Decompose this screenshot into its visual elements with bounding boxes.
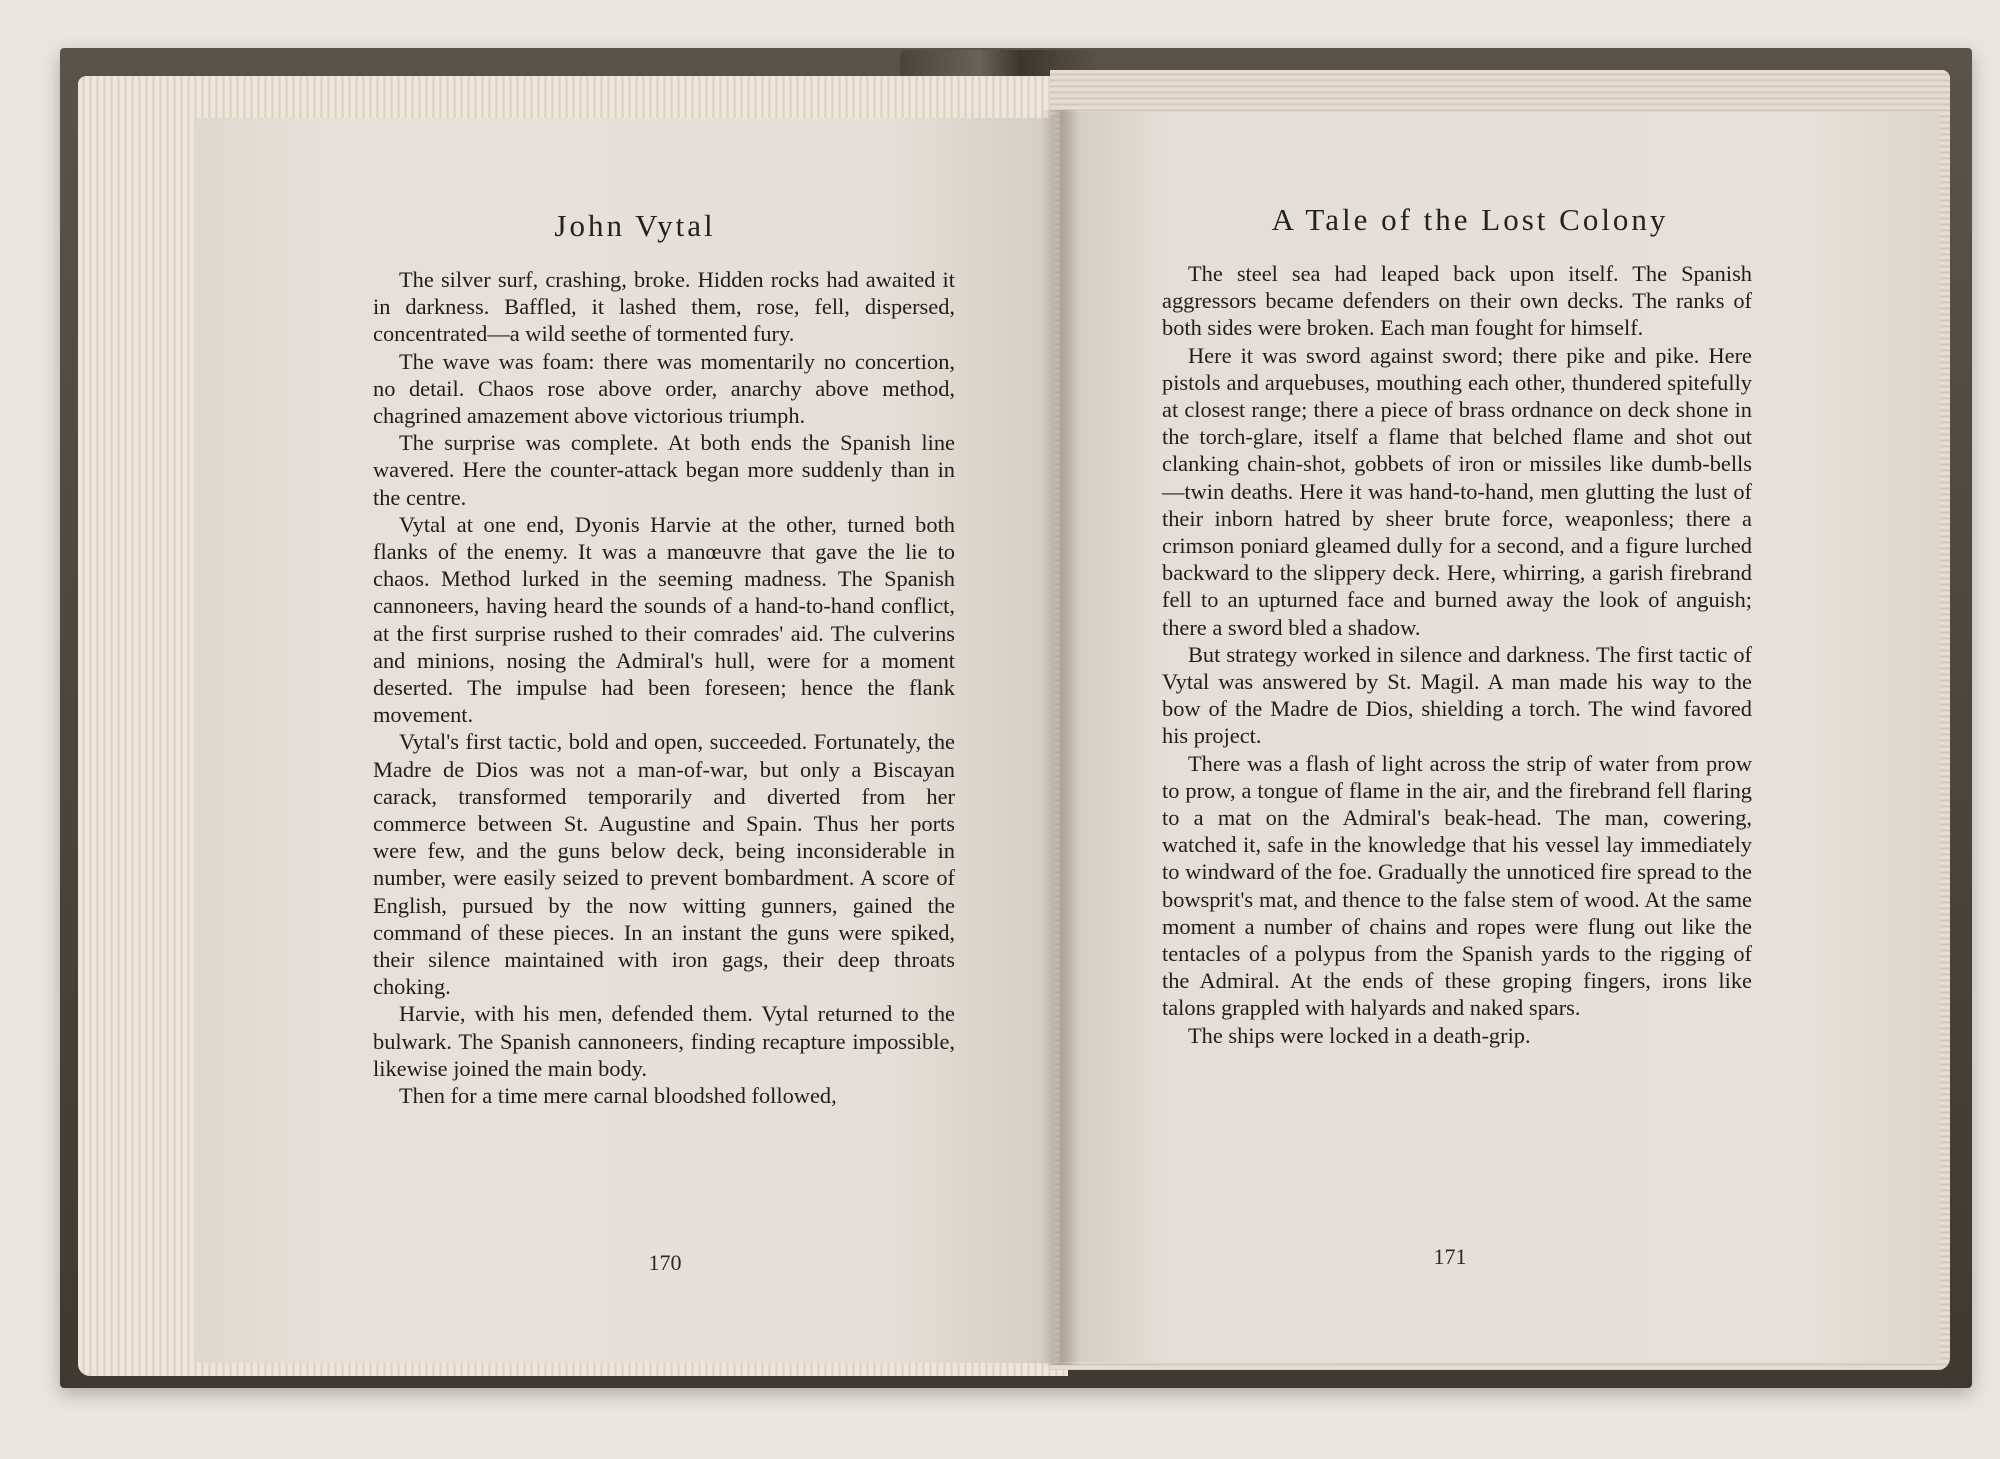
left-page-text (373, 266, 955, 1109)
paragraph: The wave was foam: there was momentarily no concertion, no detail. Chaos rose above order, anarchy above method, chagrined amazement above victorious triumph. (373, 348, 955, 429)
left-page (195, 118, 1055, 1363)
paragraph: The ships were locked in a death-grip. (1188, 1022, 1531, 1048)
paragraph: Vytal's first tactic, bold and open, succeeded. Fortunately, the Madre de Dios was not a man-of-war, but only a Biscayan carack, transformed temporarily and diverted from her commerce between St. Augustine and Spain. Thus her ports were few, and the guns below deck, being inconsiderable in number, were easily seized to prevent bombardment. A score of English, pursued by the now witting gunners, gained the command of these pieces. In an instant the guns were spiked, their silence maintained with iron gags, their deep throats choking. (373, 729, 955, 1000)
book-gutter (1040, 110, 1080, 1365)
right-page-text (1162, 260, 1752, 1049)
page-number-left: 170 (648, 1250, 682, 1275)
paragraph: Then for a time mere carnal bloodshed followed, (399, 1083, 837, 1109)
paragraph: But strategy worked in silence and darkness. The first tactic of Vytal was answered by St. Magil. A man made his way to the bow of the Madre de Dios, shielding a torch. The wind favored his project. (1162, 641, 1752, 749)
running-head-right: A Tale of the Lost Colony (1271, 202, 1669, 237)
paragraph: There was a flash of light across the strip of water from prow to prow, a tongue of flame in the air, and the firebrand fell flaring to a mat on the Admiral's beak-head. The man, cowering, watched it, safe in the knowledge that his vessel lay immediately to windward of the foe. Gradually the unnoticed fire spread to the bowsprit's mat, and thence to the false stem of wood. At the same moment a number of chains and ropes were flung out like the tentacles of a polypus from the Spanish yards to the rigging of the Admiral. At the ends of these groping fingers, irons like talons grappled with halyards and naked spars. (1162, 750, 1752, 1021)
paragraph: Harvie, with his men, defended them. Vytal returned to the bulwark. The Spanish cannoneers, finding recapture impossible, likewise joined the main body. (373, 1001, 955, 1081)
paragraph: The silver surf, crashing, broke. Hidden rocks had awaited it in darkness. Baffled, it lashed them, rose, fell, dispersed, concentrated—a wild seethe of tormented fury. (373, 267, 955, 347)
paragraph: The surprise was complete. At both ends the Spanish line wavered. Here the counter-attack began more suddenly than in the centre. (373, 430, 955, 510)
paragraph: Here it was sword against sword; there pike and pike. Here pistols and arquebuses, mouthing each other, thundered spitefully at closest range; there a piece of brass ordnance on deck shone in the torch-glare, itself a flame that belched flame and shot out clanking chain-shot, gobbets of iron or missiles like dumb-bells—twin deaths. Here it was hand-to-hand, men glutting the lust of their inborn hatred by sheer brute force, weaponless; there a crimson poniard gleamed dully for a second, and a figure lurched backward to the slippery deck. Here, whirring, a garish firebrand fell to an upturned face and burned away the look of anguish; there a sword bled a shadow. (1162, 342, 1752, 640)
paragraph: The steel sea had leaped back upon itself. The Spanish aggressors became defenders on their own decks. The ranks of both sides were broken. Each man fought for himself. (1162, 261, 1752, 341)
paragraph: Vytal at one end, Dyonis Harvie at the other, turned both flanks of the enemy. It was a manœuvre that gave the lie to chaos. Method lurked in the seeming madness. The Spanish cannoneers, having heard the sounds of a hand-to-hand conflict, at the first surprise rushed to their comrades' aid. The culverins and minions, nosing the Admiral's hull, were for a moment deserted. The impulse had been foreseen; hence the flank movement. (373, 511, 955, 728)
right-page (1060, 112, 1940, 1362)
page-number-right: 171 (1433, 1244, 1467, 1269)
running-head-left: John Vytal (554, 208, 716, 243)
